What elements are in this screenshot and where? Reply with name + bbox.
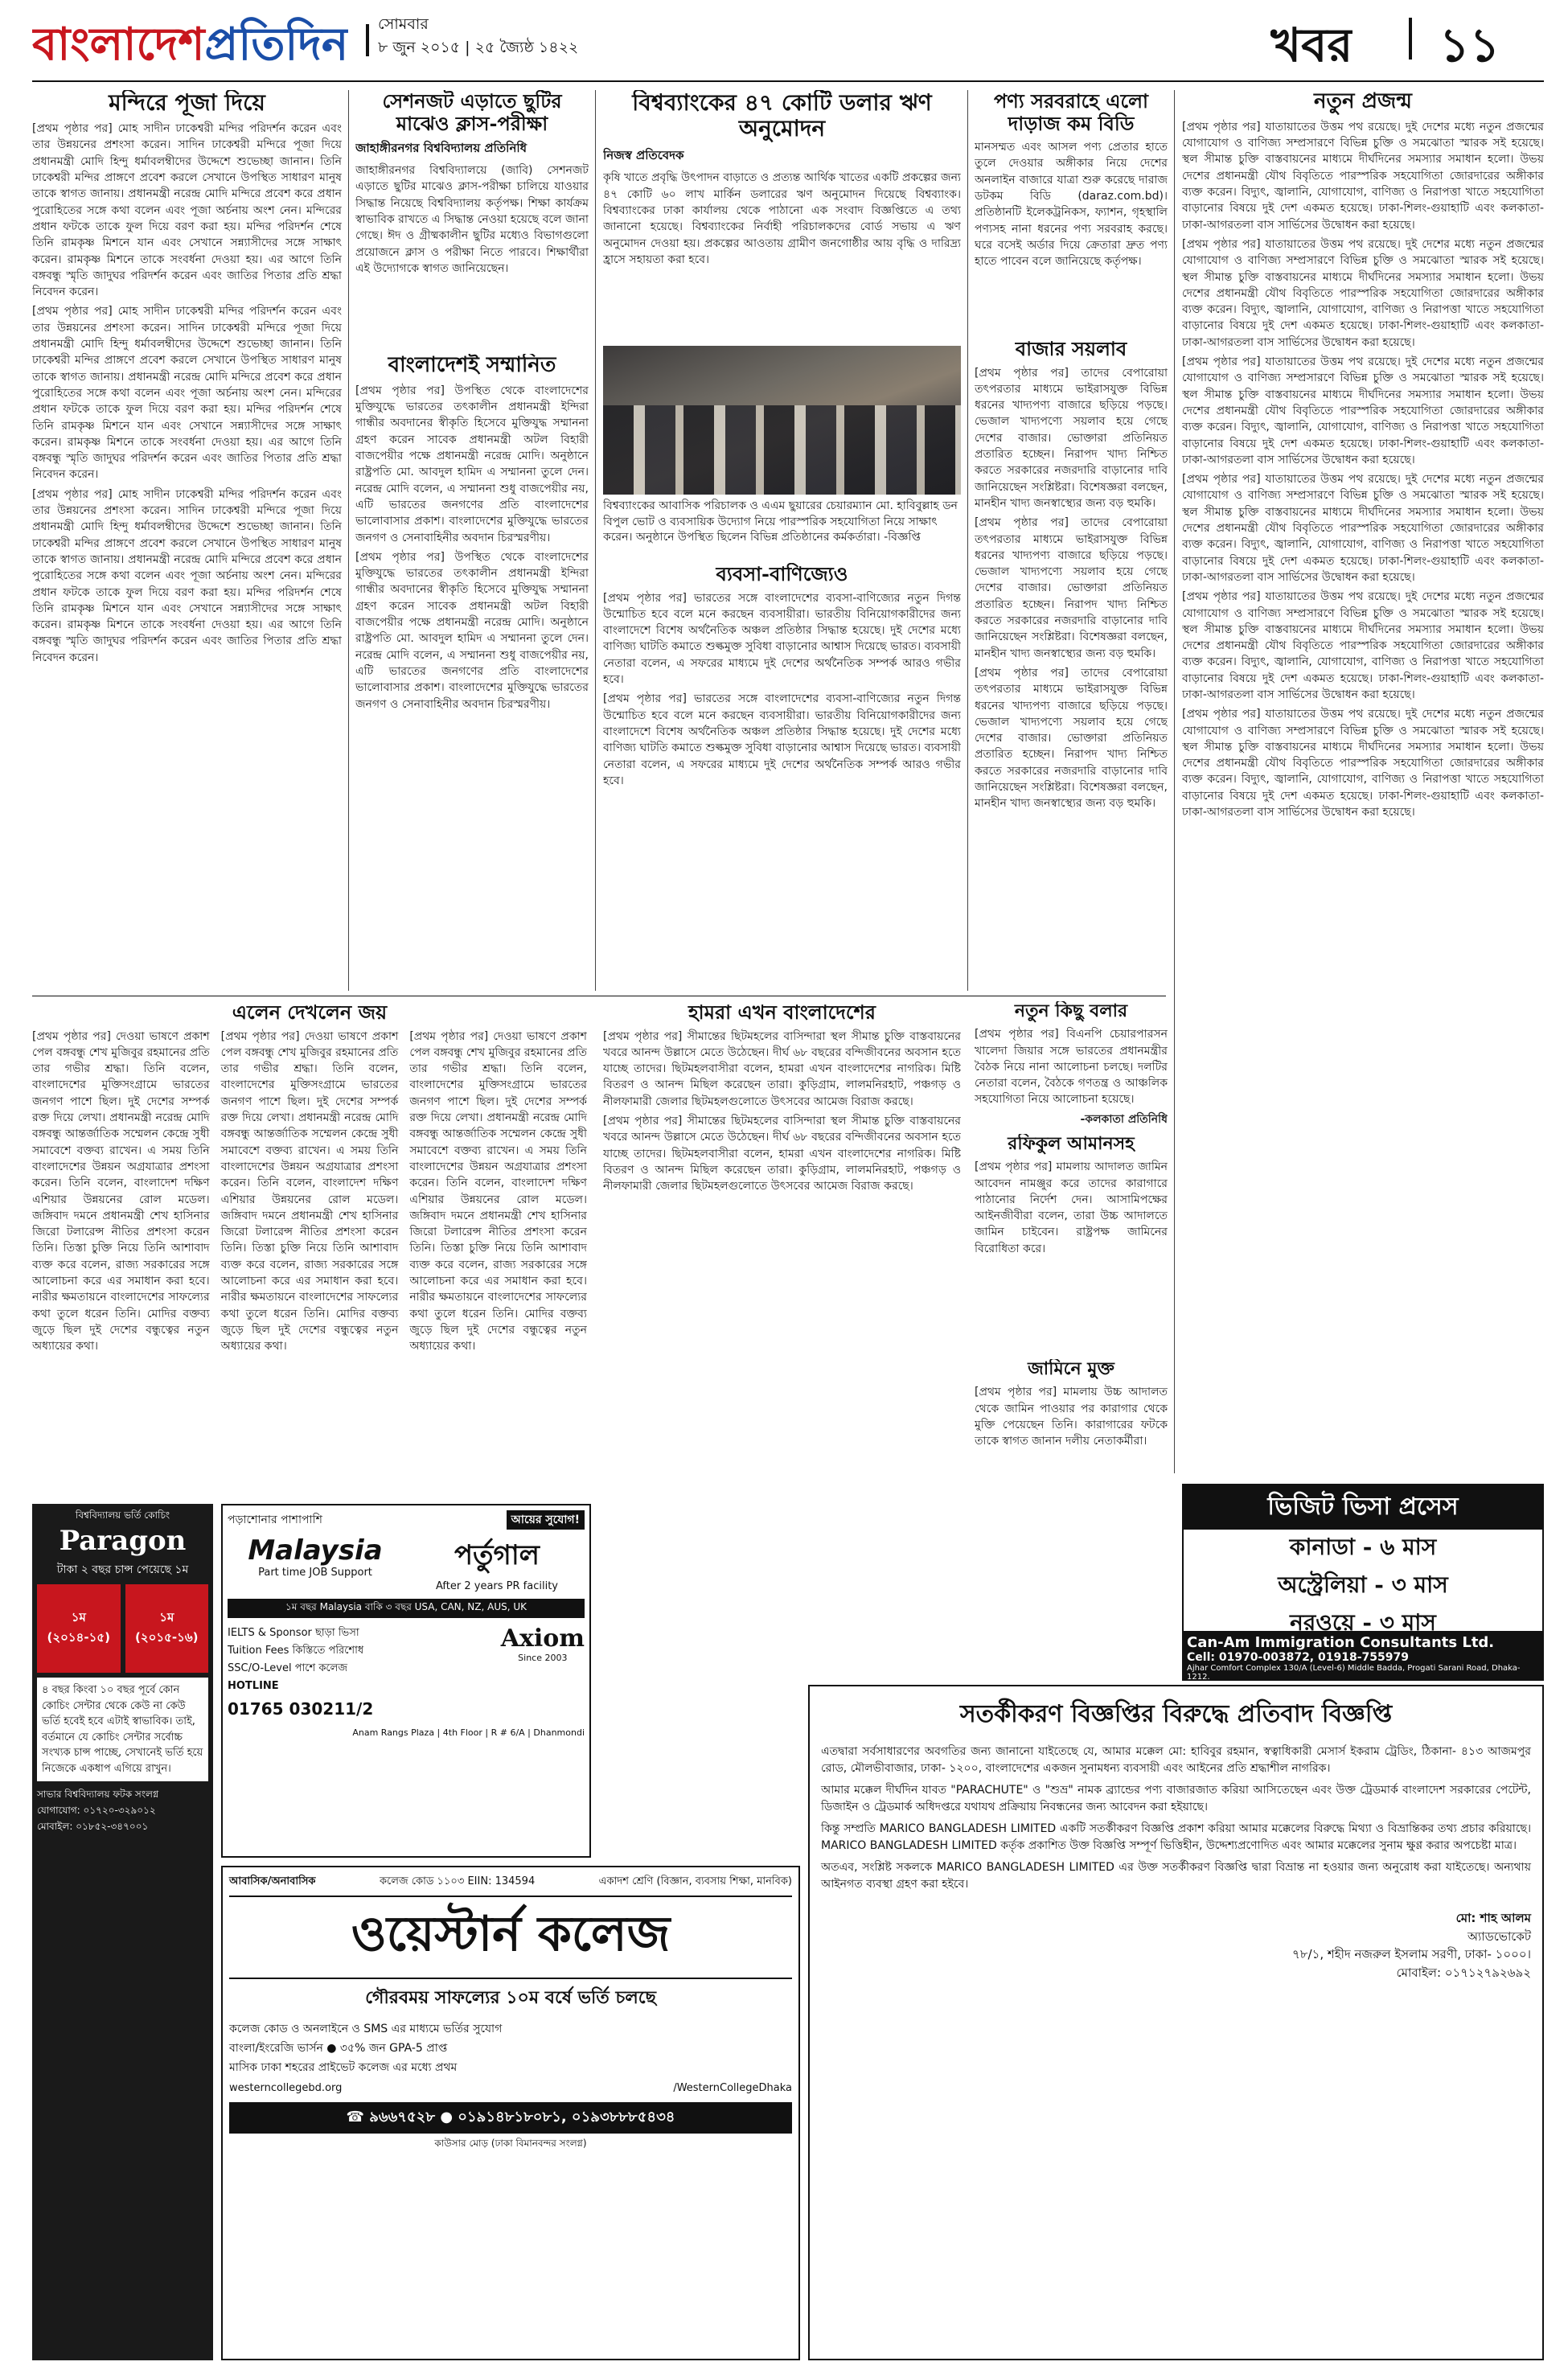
notice-paragraph: অতএব, সংশ্লিষ্ট সকলকে MARICO BANGLADESH LIMITED এর উক্ত সতর্কীকরণ বিজ্ঞপ্তি দ্বারা বিভ্রান্ত না হওয়ার জন্য অনুরোধ করা যাইতেছে। অন্যথায় আইনগত ব্যবস্থা গ্রহণ করা হইবে। xyxy=(821,1861,1531,1891)
date-block xyxy=(378,13,578,59)
study-abroad-ad[interactable] xyxy=(221,1504,591,1858)
story-body: [প্রথম পৃষ্ঠার পর] ভারতের সঙ্গে বাংলাদেশের ব্যবসা-বাণিজ্যের নতুন দিগন্ত উন্মোচিত হবে বলে মনে করছেন ব্যবসায়ীরা। ভারতীয় বিনিয়োগকারীদের জন্য বাংলাদেশে বিশেষ অর্থনৈতিক অঞ্চল প্রতিষ্ঠার সিদ্ধান্ত হয়েছে। দুই দেশের মধ্যে বাণিজ্য ঘাটতি কমাতে শুল্কমুক্ত সুবিধা বাড়ানোর আশ্বাস দিয়েছে ভারত। ব্যবসায়ী নেতারা বলেন, এ সফরের মাধ্যমে দুই দেশের অর্থনৈতিক সম্পর্ক আরও গভীর হবে। xyxy=(603,591,961,687)
college-streams: একাদশ শ্রেণি (বিজ্ঞান, ব্যবসায় শিক্ষা, মানবিক) xyxy=(598,1875,792,1887)
paragon-body: ৪ বছর কিংবা ১০ বছর পূর্বে কোন কোচিং সেন্টার থেকে কেউ না কেউ ভর্তি হবেই হবে এটাই স্বাভাবিক। তাই, বর্তমানে যে কোচিং সেন্টার সর্বোচ্চ সংখ্যক চান্স পাচ্ছে, সেখানেই ভর্তি হয়ে নিজেকে একধাপ এগিয়ে রাখুন। xyxy=(37,1678,208,1781)
story-bail xyxy=(975,1359,1168,1488)
story-body: [প্রথম পৃষ্ঠার পর] মোহ সাদীন ঢাকেশ্বরী মন্দির পরিদর্শন করেন এবং তার উন্নয়নের প্রশংসা করেন। সাদিন ঢাকেশ্বরী মন্দিরে পূজা দিয়ে প্রধানমন্ত্রী মোদি হিন্দু ধর্মাবলম্বীদের উদ্দেশে শুভেচ্ছা জানান। তিনি ঢাকেশ্বরী মন্দির প্রাঙ্গণে প্রবেশ করলে সেখানে উপস্থিত সাধারণ মানুষ তাকে স্বাগত জানায়। প্রধানমন্ত্রী নরেন্দ্র মোদি মন্দিরে প্রবেশ করে প্রধান পুরোহিতের সঙ্গে কথা বলেন এবং পূজা অর্চনায় অংশ নেন। মন্দিরের প্রধান ফটকে তাকে ফুল দিয়ে বরণ করা হয়। মন্দির পরিদর্শন শেষে তিনি রামকৃষ্ণ মিশনে যান এবং সেখানে সন্ন্যাসীদের সঙ্গে সাক্ষাৎ করেন। রামকৃষ্ণ মিশনে তাকে সংবর্ধনা দেওয়া হয়। এর আগে তিনি বঙ্গবন্ধু স্মৃতি জাদুঘর পরিদর্শন করেন এবং জাতির পিতার প্রতি শ্রদ্ধা নিবেদন করেন। xyxy=(32,122,342,299)
college-facebook[interactable]: /WesternCollegeDhaka xyxy=(673,2082,792,2095)
column-divider xyxy=(967,90,968,991)
headline: বাংলাদেশই সম্মানিত xyxy=(388,354,556,377)
legal-notice xyxy=(808,1685,1544,2360)
college-name: ওয়েস্টার্ন কলেজ xyxy=(229,1896,792,1979)
story-columns xyxy=(32,1029,587,1358)
story-bangladesh-honor xyxy=(355,354,589,989)
headline: পণ্য সরবরাহে এলো দাড়াজ কম বিডি xyxy=(993,90,1149,135)
headline: নতুন প্রজন্ম xyxy=(1314,90,1412,113)
ad-bullet: IELTS & Sponsor ছাড়া ভিসা xyxy=(228,1627,359,1639)
college-website[interactable]: westerncollegebd.org xyxy=(229,2082,343,2095)
signoff: -কলকাতা প্রতিনিধি xyxy=(1080,1112,1168,1126)
story-body-continued: [প্রথম পৃষ্ঠার পর] যাতায়াতের উত্তম পথ রয়েছে। দুই দেশের মধ্যে নতুন প্রজন্মের যোগাযোগ ও বাণিজ্য সম্প্রসারণে বিভিন্ন চুক্তি ও সমঝোতা স্মারক সই হয়েছে। স্থল সীমান্ত চুক্তি বাস্তবায়নের মাধ্যমে দীর্ঘদিনের সমস্যার সমাধান হলো। উভয় দেশের প্রধানমন্ত্রী যৌথ বিবৃতিতে পারস্পরিক সহযোগিতা জোরদারের অঙ্গীকার ব্যক্ত করেন। বিদ্যুৎ, জ্বালানি, যোগাযোগ, বাণিজ্য ও নিরাপত্তা খাতে সহযোগিতা বাড়ানোর বিষয়ে দুই দেশ একমত হয়েছে। ঢাকা-শিলং-গুয়াহাটি এবং কলকাতা-ঢাকা-আগরতলা বাস সার্ভিসের উদ্বোধন করা হয়েছে। xyxy=(1182,237,1544,349)
headline: হামরা এখন বাংলাদেশের xyxy=(688,1001,876,1024)
headline: জামিনে মুক্ত xyxy=(1028,1359,1114,1379)
notice-title: সতর্কীকরণ বিজ্ঞপ্তির বিরুদ্ধে প্রতিবাদ বিজ্ঞপ্তি xyxy=(959,1700,1393,1728)
story-worldbank xyxy=(603,90,961,339)
headline: ব্যবসা-বাণিজ্যেও xyxy=(716,563,848,585)
country-name: পর্তুগাল xyxy=(454,1539,540,1571)
story-body-continued: [প্রথম পৃষ্ঠার পর] তাদের বেপারোয়া তৎপরতার মাধ্যমে ভাইরাসযুক্ত বিভিন্ন ধরনের খাদ্যপণ্য বাজারে ছড়িয়ে পড়ছে। ভেজাল খাদ্যপণ্যে সয়লাব হয়ে গেছে দেশের বাজার। ভোক্তারা প্রতিনিয়ত প্রতারিত হচ্ছেন। নিরাপদ খাদ্য নিশ্চিত করতে সরকারের নজরদারি বাড়ানোর দাবি জানিয়েছেন সংশ্লিষ্টরা। বিশেষজ্ঞরা বলছেন, মানহীন খাদ্য জনস্বাস্থ্যের জন্য বড় হুমকি। xyxy=(975,666,1168,811)
college-links xyxy=(229,2082,792,2094)
headline: এলেন দেখলেন জয় xyxy=(232,1001,388,1024)
story-body-continued: [প্রথম পৃষ্ঠার পর] তাদের বেপারোয়া তৎপরতার মাধ্যমে ভাইরাসযুক্ত বিভিন্ন ধরনের খাদ্যপণ্য বাজারে ছড়িয়ে পড়ছে। ভেজাল খাদ্যপণ্যে সয়লাব হয়ে গেছে দেশের বাজার। ভোক্তারা প্রতিনিয়ত প্রতারিত হচ্ছেন। নিরাপদ খাদ্য নিশ্চিত করতে সরকারের নজরদারি বাড়ানোর দাবি জানিয়েছেন সংশ্লিষ্টরা। বিশেষজ্ঞরা বলছেন, মানহীন খাদ্য জনস্বাস্থ্যের জন্য বড় হুমকি। xyxy=(975,516,1168,660)
logo-part-1: বাংলাদেশ xyxy=(32,18,205,71)
section-name: খবর xyxy=(1270,18,1353,72)
masthead-rule xyxy=(32,80,1544,82)
axiom-since: Since 2003 xyxy=(518,1653,568,1663)
column-divider xyxy=(595,90,596,991)
paragon-phone: যোগাযোগ: ০১৭২০-৩২৯০১২ xyxy=(37,1805,156,1816)
signer-phone: মোবাইল: ০১৭১২৭৯২৬৯২ xyxy=(1396,1965,1531,1980)
country-sub: After 2 years PR facility xyxy=(436,1580,558,1592)
issue-day: সোমবার xyxy=(378,15,429,33)
visa-row-norway: নরওয়ে - ৩ মাস xyxy=(1290,1609,1436,1633)
story-body-continued: [প্রথম পৃষ্ঠার পর] সীমান্তের ছিটমহলের বাসিন্দারা স্থল সীমান্ত চুক্তি বাস্তবায়নের খবরে আনন্দ উল্লাসে মেতে উঠেছেন। দীর্ঘ ৬৮ বছরের বন্দিজীবনের অবসান হতে যাচ্ছে তাদের। ছিটমহলবাসীরা বলেন, হামরা এখন বাংলাদেশের নাগরিক। মিষ্টি বিতরণ ও আনন্দ মিছিল করেছেন তারা। কুড়িগ্রাম, লালমনিরহাট, পঞ্চগড় ও নীলফামারী জেলার ছিটমহলগুলোতে উৎসবের আমেজ বিরাজ করছে। xyxy=(603,1115,961,1193)
paragon-phone: মোবাইল: ০১৮৫২-৩৪৭০০১ xyxy=(37,1821,149,1832)
story-body: [প্রথম পৃষ্ঠার পর] দেওয়া ভাষণে প্রকাশ পেল বঙ্গবন্ধু শেখ মুজিবুর রহমানের প্রতি তার গভীর শ্রদ্ধা। তিনি বলেন, বাংলাদেশের মুক্তিসংগ্রামে ভারতের জনগণ পাশে ছিল। দুই দেশের সম্পর্ক রক্ত দিয়ে লেখা। প্রধানমন্ত্রী নরেন্দ্র মোদি বঙ্গবন্ধু আন্তর্জাতিক সম্মেলন কেন্দ্রে সুধী সমাবেশে বক্তব্য রাখেন। এ সময় তিনি বাংলাদেশের উন্নয়ন অগ্রযাত্রার প্রশংসা করেন। তিনি বলেন, বাংলাদেশ দক্ষিণ এশিয়ার উন্নয়নের রোল মডেল। জঙ্গিবাদ দমনে প্রধানমন্ত্রী শেখ হাসিনার জিরো টলারেন্স নীতির প্রশংসা করেন তিনি। তিস্তা চুক্তি নিয়ে তিনি আশাবাদ ব্যক্ত করে বলেন, রাজ্য সরকারের সঙ্গে আলোচনা করে এর সমাধান করা হবে। নারীর ক্ষমতায়নে বাংলাদেশের সাফল্যের কথা তুলে ধরেন তিনি। মোদির বক্তব্য জুড়ে ছিল দুই দেশের বন্ধুত্বের নতুন অধ্যায়ের কথা। xyxy=(32,1029,210,1353)
headline: বিশ্বব্যাংকের ৪৭ কোটি ডলার ঋণ অনুমোদন xyxy=(632,90,932,142)
college-phone[interactable]: ☎ ৯৬৬৭৫২৮ ● ০১৯১৪৮১৮০৮১, ০১৯৩৮৮৮৫৪৩৪ xyxy=(229,2102,792,2134)
paragon-badge: ১ম (২০১৫-১৬) xyxy=(125,1584,209,1673)
photo-people xyxy=(603,405,961,495)
headline: বাজার সয়লাব xyxy=(1015,338,1127,360)
country-malaysia xyxy=(228,1534,403,1592)
story-body-continued: [প্রথম পৃষ্ঠার পর] যাতায়াতের উত্তম পথ রয়েছে। দুই দেশের মধ্যে নতুন প্রজন্মের যোগাযোগ ও বাণিজ্য সম্প্রসারণে বিভিন্ন চুক্তি ও সমঝোতা স্মারক সই হয়েছে। স্থল সীমান্ত চুক্তি বাস্তবায়নের মাধ্যমে দীর্ঘদিনের সমস্যার সমাধান হলো। উভয় দেশের প্রধানমন্ত্রী যৌথ বিবৃতিতে পারস্পরিক সহযোগিতা জোরদারের অঙ্গীকার ব্যক্ত করেন। বিদ্যুৎ, জ্বালানি, যোগাযোগ, বাণিজ্য ও নিরাপত্তা খাতে সহযোগিতা বাড়ানোর বিষয়ে দুই দেশ একমত হয়েছে। ঢাকা-শিলং-গুয়াহাটি এবং কলকাতা-ঢাকা-আগরতলা বাস সার্ভিসের উদ্বোধন করা হয়েছে। xyxy=(1182,708,1544,819)
college-banner: গৌরবময় সাফল্যের ১০ম বর্ষে ভর্তি চলছে xyxy=(365,1988,656,2008)
country-portugal xyxy=(409,1534,585,1592)
story-body: [প্রথম পৃষ্ঠার পর] সীমান্তের ছিটমহলের বাসিন্দারা স্থল সীমান্ত চুক্তি বাস্তবায়নের খবরে আনন্দ উল্লাসে মেতে উঠেছেন। দীর্ঘ ৬৮ বছরের বন্দিজীবনের অবসান হতে যাচ্ছে তাদের। ছিটমহলবাসীরা বলেন, হামরা এখন বাংলাদেশের নাগরিক। মিষ্টি বিতরণ ও আনন্দ মিছিল করেছেন তারা। কুড়িগ্রাম, লালমনিরহাট, পঞ্চগড় ও নীলফামারী জেলার ছিটমহলগুলোতে উৎসবের আমেজ বিরাজ করছে। xyxy=(603,1029,961,1108)
signer-address: ৭৮/১, শহীদ নজরুল ইসলাম সরণী, ঢাকা- ১০০০। xyxy=(1292,1947,1531,1961)
story-body: [প্রথম পৃষ্ঠার পর] তাদের বেপারোয়া তৎপরতার মাধ্যমে ভাইরাসযুক্ত বিভিন্ন ধরনের খাদ্যপণ্য বাজারে ছড়িয়ে পড়ছে। ভেজাল খাদ্যপণ্যে সয়লাব হয়ে গেছে দেশের বাজার। ভোক্তারা প্রতিনিয়ত প্রতারিত হচ্ছেন। নিরাপদ খাদ্য নিশ্চিত করতে সরকারের নজরদারি বাড়ানোর দাবি জানিয়েছেন সংশ্লিষ্টরা। বিশেষজ্ঞরা বলছেন, মানহীন খাদ্য জনস্বাস্থ্যের জন্য বড় হুমকি। xyxy=(975,366,1168,510)
story-rafiqul xyxy=(975,1134,1168,1351)
college-type: আবাসিক/অনাবাসিক xyxy=(229,1875,316,1887)
college-bullet: মাসিক ঢাকা শহরের প্রাইভেট কলেজ এর মধ্যে প্রথম xyxy=(229,2060,458,2074)
paragon-brand: Paragon xyxy=(59,1525,187,1557)
story-body-continued: [প্রথম পৃষ্ঠার পর] দেওয়া ভাষণে প্রকাশ পেল বঙ্গবন্ধু শেখ মুজিবুর রহমানের প্রতি তার গভীর শ্রদ্ধা। তিনি বলেন, বাংলাদেশের মুক্তিসংগ্রামে ভারতের জনগণ পাশে ছিল। দুই দেশের সম্পর্ক রক্ত দিয়ে লেখা। প্রধানমন্ত্রী নরেন্দ্র মোদি বঙ্গবন্ধু আন্তর্জাতিক সম্মেলন কেন্দ্রে সুধী সমাবেশে বক্তব্য রাখেন। এ সময় তিনি বাংলাদেশের উন্নয়ন অগ্রযাত্রার প্রশংসা করেন। তিনি বলেন, বাংলাদেশ দক্ষিণ এশিয়ার উন্নয়নের রোল মডেল। জঙ্গিবাদ দমনে প্রধানমন্ত্রী শেখ হাসিনার জিরো টলারেন্স নীতির প্রশংসা করেন তিনি। তিস্তা চুক্তি নিয়ে তিনি আশাবাদ ব্যক্ত করে বলেন, রাজ্য সরকারের সঙ্গে আলোচনা করে এর সমাধান করা হবে। নারীর ক্ষমতায়নে বাংলাদেশের সাফল্যের কথা তুলে ধরেন তিনি। মোদির বক্তব্য জুড়ে ছিল দুই দেশের বন্ধুত্বের নতুন অধ্যায়ের কথা। xyxy=(220,1029,399,1353)
story-elen xyxy=(32,1001,587,1492)
ad-address: Anam Rangs Plaza | 4th Floor | R # 6/A | Dhanmondi xyxy=(352,1727,585,1739)
country-row xyxy=(228,1534,585,1592)
visa-company: Can-Am Immigration Consultants Ltd. xyxy=(1187,1634,1495,1651)
ad-bullets xyxy=(228,1624,373,1723)
notice-signature xyxy=(821,1909,1531,1982)
visa-row-canada: কানাডা - ৬ মাস xyxy=(1289,1534,1437,1560)
story-body-continued: [প্রথম পৃষ্ঠার পর] যাতায়াতের উত্তম পথ রয়েছে। দুই দেশের মধ্যে নতুন প্রজন্মের যোগাযোগ ও বাণিজ্য সম্প্রসারণে বিভিন্ন চুক্তি ও সমঝোতা স্মারক সই হয়েছে। স্থল সীমান্ত চুক্তি বাস্তবায়নের মাধ্যমে দীর্ঘদিনের সমস্যার সমাধান হলো। উভয় দেশের প্রধানমন্ত্রী যৌথ বিবৃতিতে পারস্পরিক সহযোগিতা জোরদারের অঙ্গীকার ব্যক্ত করেন। বিদ্যুৎ, জ্বালানি, যোগাযোগ, বাণিজ্য ও নিরাপত্তা খাতে সহযোগিতা বাড়ানোর বিষয়ে দুই দেশ একমত হয়েছে। ঢাকা-শিলং-গুয়াহাটি এবং কলকাতা-ঢাকা-আগরতলা বাস সার্ভিসের উদ্বোধন করা হয়েছে। xyxy=(1182,473,1544,584)
axiom-logo xyxy=(501,1624,585,1723)
page-number-divider xyxy=(1409,18,1412,60)
signer-name: মো: শাহ আলম xyxy=(1455,1911,1531,1925)
byline: জাহাঙ্গীরনগর বিশ্ববিদ্যালয় প্রতিনিধি xyxy=(355,141,527,156)
story-body: [প্রথম পৃষ্ঠার পর] মামলায় আদালত জামিন আবেদন নামঞ্জুর করে তাদের কারাগারে পাঠানোর নির্দেশ দেন। আসামিপক্ষের আইনজীবীরা বলেন, তারা উচ্চ আদালতে জামিন চাইবেন। রাষ্ট্রপক্ষ জামিনের বিরোধিতা করে। xyxy=(975,1160,1168,1255)
notice-paragraph: এতদ্বারা সর্বসাধারণের অবগতির জন্য জানানো যাইতেছে যে, আমার মক্কেল মো: হাবিবুর রহমান, স্বত্বাধিকারী মেসার্স ইকরাম ট্রেডিং, ঠিকানা- ৪১৩ আজমপুর রোড, মৌলভীবাজার, ঢাকা- ১২০০, বাংলাদেশের একজন সুনামধন্য ব্যবসায়ী এবং আইনের প্রতি শ্রদ্ধাশীল নাগরিক। xyxy=(821,1745,1531,1775)
college-header xyxy=(229,1874,792,1891)
paragon-badge: ১ম (২০১৪-১৫) xyxy=(37,1584,121,1673)
college-bullet: বাংলা/ইংরেজি ভার্সন ● ৩৫% জন GPA-5 প্রাপ্ত xyxy=(229,2041,448,2055)
page-number: ১১ xyxy=(1439,18,1500,72)
ad-bottom xyxy=(228,1624,585,1723)
college-ad[interactable] xyxy=(221,1866,800,2360)
story-nothing-to-say xyxy=(975,1001,1168,1130)
hotline-number[interactable]: 01765 030211/2 xyxy=(228,1699,374,1719)
ad-header xyxy=(228,1510,585,1530)
news-photo xyxy=(603,346,961,495)
axiom-brand: Axiom xyxy=(500,1624,585,1653)
ad-opportunity: আয়ের সুযোগ! xyxy=(507,1510,585,1530)
college-eiin: কলেজ কোড ১১০৩ EIIN: 134594 xyxy=(379,1875,536,1887)
story-body: [প্রথম পৃষ্ঠার পর] উপস্থিত থেকে বাংলাদেশের মুক্তিযুদ্ধে ভারতের তৎকালীন প্রধানমন্ত্রী ইন্দিরা গান্ধীর অবদানের স্বীকৃতি হিসেবে মুক্তিযুদ্ধ সম্মাননা গ্রহণ করেন সাবেক প্রধানমন্ত্রী অটল বিহারী বাজপেয়ীর পক্ষে প্রধানমন্ত্রী নরেন্দ্র মোদি। অনুষ্ঠানে রাষ্ট্রপতি মো. আবদুল হামিদ এ সম্মাননা তুলে দেন। নরেন্দ্র মোদি বলেন, এ সম্মাননা শুধু বাজপেয়ীর নয়, এটি ভারতের জনগণের প্রতি বাংলাদেশের ভালোবাসার প্রকাশ। বাংলাদেশের মুক্তিযুদ্ধে ভারতের জনগণ ও সেনাবাহিনীর অবদান চিরস্মরণীয়। xyxy=(355,384,589,544)
column-divider xyxy=(348,90,349,991)
story-bazar xyxy=(975,338,1168,989)
story-session xyxy=(355,90,589,347)
notice-paragraph: আমার মক্কেল দীর্ঘদিন যাবত "PARACHUTE" ও "শুভ্র" নামক ব্র্যান্ডের পণ্য বাজারজাত করিয়া আসিতেছেন এবং উক্ত ট্রেডমার্ক বাংলাদেশ সরকারের পেটেন্ট, ডিজাইন ও ট্রেডমার্ক অধিদপ্তরে যথাযথ প্রক্রিয়ায় নিবন্ধনের জন্য আবেদন করা হইয়াছে। xyxy=(821,1784,1531,1813)
column-divider xyxy=(1174,90,1175,1473)
ad-line: ১ম বছর Malaysia বাকি ৩ বছর USA, CAN, NZ, AUS, UK xyxy=(228,1599,585,1618)
headline: সেশনজট এড়াতে ছুটির মাঝেও ক্লাস-পরীক্ষা xyxy=(382,90,562,135)
visa-row-australia: অস্ট্রেলিয়া - ৩ মাস xyxy=(1278,1571,1448,1598)
story-body: [প্রথম পৃষ্ঠার পর] বিএনপি চেয়ারপারসন খালেদা জিয়ার সঙ্গে ভারতের প্রধানমন্ত্রীর বৈঠক নিয়ে নানা আলোচনা চলছে। দলটির নেতারা বলেন, বৈঠকে গণতন্ত্র ও আঞ্চলিক সহযোগিতা নিয়ে আলোচনা হয়েছে। xyxy=(975,1028,1168,1107)
headline: রফিকুল আমানসহ xyxy=(1008,1134,1135,1154)
visa-ad-title: ভিজিট ভিসা প্রসেস xyxy=(1184,1485,1542,1530)
story-body-continued: [প্রথম পৃষ্ঠার পর] মোহ সাদীন ঢাকেশ্বরী মন্দির পরিদর্শন করেন এবং তার উন্নয়নের প্রশংসা করেন। সাদিন ঢাকেশ্বরী মন্দিরে পূজা দিয়ে প্রধানমন্ত্রী মোদি হিন্দু ধর্মাবলম্বীদের উদ্দেশে শুভেচ্ছা জানান। তিনি ঢাকেশ্বরী মন্দির প্রাঙ্গণে প্রবেশ করলে সেখানে উপস্থিত সাধারণ মানুষ তাকে স্বাগত জানায়। প্রধানমন্ত্রী নরেন্দ্র মোদি মন্দিরে প্রবেশ করে প্রধান পুরোহিতের সঙ্গে কথা বলেন এবং পূজা অর্চনায় অংশ নেন। মন্দিরের প্রধান ফটকে তাকে ফুল দিয়ে বরণ করা হয়। মন্দির পরিদর্শন শেষে তিনি রামকৃষ্ণ মিশনে যান এবং সেখানে সন্ন্যাসীদের সঙ্গে সাক্ষাৎ করেন। রামকৃষ্ণ মিশনে তাকে সংবর্ধনা দেওয়া হয়। এর আগে তিনি বঙ্গবন্ধু স্মৃতি জাদুঘর পরিদর্শন করেন এবং জাতির পিতার প্রতি শ্রদ্ধা নিবেদন করেন। xyxy=(32,305,342,482)
hotline-label: HOTLINE xyxy=(228,1680,279,1693)
visa-phone: Cell: 01970-003872, 01918-755979 xyxy=(1187,1651,1409,1664)
story-body: জাহাঙ্গীরনগর বিশ্ববিদ্যালয়ে (জাবি) সেশনজট এড়াতে ছুটির মাঝেও ক্লাস-পরীক্ষা চালিয়ে যাওয়ার সিদ্ধান্ত নিয়েছে বিশ্ববিদ্যালয় কর্তৃপক্ষ। শিক্ষা কার্যক্রম স্বাভাবিক রাখতে এ সিদ্ধান্ত নেওয়া হয়েছে বলে জানা গেছে। ঈদ ও গ্রীষ্মকালীন ছুটির মধ্যেও বিভাগগুলো প্রয়োজনে ক্লাস ও পরীক্ষা নিতে পারবে। শিক্ষার্থীরা এই উদ্যোগকে স্বাগত জানিয়েছেন। xyxy=(355,164,589,275)
paragon-address: সাভার বিশ্ববিদ্যালয় ফটক সংলগ্ন xyxy=(37,1789,159,1800)
story-commerce xyxy=(603,563,961,804)
story-body-continued: [প্রথম পৃষ্ঠার পর] যাতায়াতের উত্তম পথ রয়েছে। দুই দেশের মধ্যে নতুন প্রজন্মের যোগাযোগ ও বাণিজ্য সম্প্রসারণে বিভিন্ন চুক্তি ও সমঝোতা স্মারক সই হয়েছে। স্থল সীমান্ত চুক্তি বাস্তবায়নের মাধ্যমে দীর্ঘদিনের সমস্যার সমাধান হলো। উভয় দেশের প্রধানমন্ত্রী যৌথ বিবৃতিতে পারস্পরিক সহযোগিতা জোরদারের অঙ্গীকার ব্যক্ত করেন। বিদ্যুৎ, জ্বালানি, যোগাযোগ, বাণিজ্য ও নিরাপত্তা খাতে সহযোগিতা বাড়ানোর বিষয়ে দুই দেশ একমত হয়েছে। ঢাকা-শিলং-গুয়াহাটি এবং কলকাতা-ঢাকা-আগরতলা বাস সার্ভিসের উদ্বোধন করা হয়েছে। xyxy=(1182,590,1544,701)
paragon-ad[interactable] xyxy=(32,1504,213,2360)
notice-paragraph: কিন্তু সম্প্রতি MARICO BANGLADESH LIMITED একটি সতর্কীকরণ বিজ্ঞপ্তি প্রকাশ করিয়া আমার মক্কেলের বিরুদ্ধে মিথ্যা ও বিভ্রান্তিকর তথ্য প্রচার করিয়াছে। MARICO BANGLADESH LIMITED কর্তৃক প্রকাশিত উক্ত বিজ্ঞপ্তি সম্পূর্ণ ভিত্তিহীন, উদ্দেশ্যপ্রণোদিত এবং আমার মক্কেলের সুনাম ক্ষুণ্ণ করার অপচেষ্টা মাত্র। xyxy=(821,1822,1531,1852)
college-bullets xyxy=(229,2020,792,2077)
byline: নিজস্ব প্রতিবেদক xyxy=(603,148,684,163)
college-bullet: কলেজ কোড ও অনলাইনে ও SMS এর মাধ্যমে ভর্তির সুযোগ xyxy=(229,2023,503,2035)
masthead-divider xyxy=(366,24,369,56)
visa-ad-footer xyxy=(1182,1633,1544,1681)
visa-ad[interactable] xyxy=(1182,1484,1544,1633)
visa-address: Ajhar Comfort Complex 130/A (Level-6) Middle Badda, Progati Sarani Road, Dhaka-1212. xyxy=(1187,1664,1521,1681)
story-daraz xyxy=(975,90,1168,331)
story-body-continued: [প্রথম পৃষ্ঠার পর] উপস্থিত থেকে বাংলাদেশের মুক্তিযুদ্ধে ভারতের তৎকালীন প্রধানমন্ত্রী ইন্দিরা গান্ধীর অবদানের স্বীকৃতি হিসেবে মুক্তিযুদ্ধ সম্মাননা গ্রহণ করেন সাবেক প্রধানমন্ত্রী অটল বিহারী বাজপেয়ীর পক্ষে প্রধানমন্ত্রী নরেন্দ্র মোদি। অনুষ্ঠানে রাষ্ট্রপতি মো. আবদুল হামিদ এ সম্মাননা তুলে দেন। নরেন্দ্র মোদি বলেন, এ সম্মাননা শুধু বাজপেয়ীর নয়, এটি ভারতের জনগণের প্রতি বাংলাদেশের ভালোবাসার প্রকাশ। বাংলাদেশের মুক্তিযুদ্ধে ভারতের জনগণ ও সেনাবাহিনীর অবদান চিরস্মরণীয়। xyxy=(355,550,589,711)
story-body-continued: [প্রথম পৃষ্ঠার পর] যাতায়াতের উত্তম পথ রয়েছে। দুই দেশের মধ্যে নতুন প্রজন্মের যোগাযোগ ও বাণিজ্য সম্প্রসারণে বিভিন্ন চুক্তি ও সমঝোতা স্মারক সই হয়েছে। স্থল সীমান্ত চুক্তি বাস্তবায়নের মাধ্যমে দীর্ঘদিনের সমস্যার সমাধান হলো। উভয় দেশের প্রধানমন্ত্রী যৌথ বিবৃতিতে পারস্পরিক সহযোগিতা জোরদারের অঙ্গীকার ব্যক্ত করেন। বিদ্যুৎ, জ্বালানি, যোগাযোগ, বাণিজ্য ও নিরাপত্তা খাতে সহযোগিতা বাড়ানোর বিষয়ে দুই দেশ একমত হয়েছে। ঢাকা-শিলং-গুয়াহাটি এবং কলকাতা-ঢাকা-আগরতলা বাস সার্ভিসের উদ্বোধন করা হয়েছে। xyxy=(1182,355,1544,466)
issue-date: ৮ জুন ২০১৫ | ২৫ জ্যৈষ্ঠ ১৪২২ xyxy=(378,38,579,56)
story-body-continued: [প্রথম পৃষ্ঠার পর] মোহ সাদীন ঢাকেশ্বরী মন্দির পরিদর্শন করেন এবং তার উন্নয়নের প্রশংসা করেন। সাদিন ঢাকেশ্বরী মন্দিরে পূজা দিয়ে প্রধানমন্ত্রী মোদি হিন্দু ধর্মাবলম্বীদের উদ্দেশে শুভেচ্ছা জানান। তিনি ঢাকেশ্বরী মন্দির প্রাঙ্গণে প্রবেশ করলে সেখানে উপস্থিত সাধারণ মানুষ তাকে স্বাগত জানায়। প্রধানমন্ত্রী নরেন্দ্র মোদি মন্দিরে প্রবেশ করে প্রধান পুরোহিতের সঙ্গে কথা বলেন এবং পূজা অর্চনায় অংশ নেন। মন্দিরের প্রধান ফটকে তাকে ফুল দিয়ে বরণ করা হয়। মন্দির পরিদর্শন শেষে তিনি রামকৃষ্ণ মিশনে যান এবং সেখানে সন্ন্যাসীদের সঙ্গে সাক্ষাৎ করেন। রামকৃষ্ণ মিশনে তাকে সংবর্ধনা দেওয়া হয়। এর আগে তিনি বঙ্গবন্ধু স্মৃতি জাদুঘর পরিদর্শন করেন এবং জাতির পিতার প্রতি শ্রদ্ধা নিবেদন করেন। xyxy=(32,487,342,664)
logo-part-2: প্রতিদিন xyxy=(204,18,349,71)
country-name: Malaysia xyxy=(248,1534,383,1567)
story-body: [প্রথম পৃষ্ঠার পর] মামলায় উচ্চ আদালত থেকে জামিন পাওয়ার পর কারাগার থেকে মুক্তি পেয়েছেন তিনি। কারাগারের ফটকে তাকে স্বাগত জানান দলীয় নেতাকর্মীরা। xyxy=(975,1386,1168,1448)
paragon-top: বিশ্ববিদ্যালয় ভর্তি কোচিং xyxy=(75,1509,170,1521)
photo-caption: বিশ্বব্যাংকের আবাসিক পরিচালক ও এএম ছুয়ারের চেয়ারম্যান মো. হাবিবুল্লাহ ডন বিপুল ভোট ও ব্যবসায়িক উদ্যোগ নিয়ে পারস্পরিক সহযোগিতা নিয়ে সাক্ষাৎ করেন। অনুষ্ঠানে উপস্থিত ছিলেন বিভিন্ন প্রতিষ্ঠানের কর্মকর্তারা। -বিজ্ঞপ্তি xyxy=(603,499,958,544)
signer-title: অ্যাডভোকেট xyxy=(1467,1928,1531,1944)
story-body: মানসম্মত এবং আসল পণ্য প্রেতার হাতে তুলে দেওয়ার অঙ্গীকার নিয়ে দেশের অনলাইন বাজারে যাত্রা শুরু করেছে দারাজ ডটকম বিডি (daraz.com.bd)। প্রতিষ্ঠানটি ইলেকট্রনিকস, ফ্যাশন, গৃহস্থালি পণ্যসহ নানা ধরনের পণ্য সরবরাহ করছে। ঘরে বসেই অর্ডার দিয়ে ক্রেতারা দ্রুত পণ্য হাতে পাবেন বলে জানিয়েছে কর্তৃপক্ষ। xyxy=(975,141,1168,269)
country-sub: Part time JOB Support xyxy=(258,1567,372,1579)
ad-bullet: Tuition Fees কিস্তিতে পরিশোধ xyxy=(228,1645,364,1657)
college-address: কাউসার মোড় (ঢাকা বিমানবন্দর সংলগ্ন) xyxy=(434,2138,587,2150)
paragon-badges xyxy=(37,1584,208,1673)
story-humra xyxy=(603,1001,961,1492)
story-body: কৃষি খাতে প্রবৃদ্ধি উৎপাদন বাড়াতে ও প্রত্যন্ত আর্থিক খাতের একটি প্রকল্পের জন্য ৪৭ কোটি ৬০ লাখ মার্কিন ডলারের ঋণ অনুমোদন দিয়েছে বিশ্বব্যাংক। বিশ্বব্যাংকের ঢাকা কার্যালয় থেকে পাঠানো এক সংবাদ বিজ্ঞপ্তিতে এ তথ্য জানানো হয়েছে। বিশ্বব্যাংকের নির্বাহী পরিচালকদের বোর্ড সভায় এ ঋণ অনুমোদন দেওয়া হয়। প্রকল্পের আওতায় গ্রামীণ জনগোষ্ঠীর আয় বৃদ্ধি ও দারিদ্র্য হ্রাসে সহায়তা করা হবে। xyxy=(603,171,961,266)
newspaper-logo xyxy=(32,10,348,85)
story-body-continued: [প্রথম পৃষ্ঠার পর] ভারতের সঙ্গে বাংলাদেশের ব্যবসা-বাণিজ্যের নতুন দিগন্ত উন্মোচিত হবে বলে মনে করছেন ব্যবসায়ীরা। ভারতীয় বিনিয়োগকারীদের জন্য বাংলাদেশে বিশেষ অর্থনৈতিক অঞ্চল প্রতিষ্ঠার সিদ্ধান্ত হয়েছে। দুই দেশের মধ্যে বাণিজ্য ঘাটতি কমাতে শুল্কমুক্ত সুবিধা বাড়ানোর আশ্বাস দিয়েছে ভারত। ব্যবসায়ী নেতারা বলেন, এ সফরের মাধ্যমে দুই দেশের অর্থনৈতিক সম্পর্ক আরও গভীর হবে। xyxy=(603,692,961,787)
headline: নতুন কিছু বলার xyxy=(1014,1001,1128,1021)
story-body: [প্রথম পৃষ্ঠার পর] যাতায়াতের উত্তম পথ রয়েছে। দুই দেশের মধ্যে নতুন প্রজন্মের যোগাযোগ ও বাণিজ্য সম্প্রসারণে বিভিন্ন চুক্তি ও সমঝোতা স্মারক সই হয়েছে। স্থল সীমান্ত চুক্তি বাস্তবায়নের মাধ্যমে দীর্ঘদিনের সমস্যার সমাধান হলো। উভয় দেশের প্রধানমন্ত্রী যৌথ বিবৃতিতে পারস্পরিক সহযোগিতা জোরদারের অঙ্গীকার ব্যক্ত করেন। বিদ্যুৎ, জ্বালানি, যোগাযোগ, বাণিজ্য ও নিরাপত্তা খাতে সহযোগিতা বাড়ানোর বিষয়ে দুই দেশ একমত হয়েছে। ঢাকা-শিলং-গুয়াহাটি এবং কলকাতা-ঢাকা-আগরতলা বাস সার্ভিসের উদ্বোধন করা হয়েছে। xyxy=(1182,120,1544,232)
headline: মন্দিরে পূজা দিয়ে xyxy=(109,90,265,116)
story-new-project xyxy=(1182,90,1544,1473)
ad-tagline: পড়াশোনার পাশাপাশি xyxy=(228,1514,322,1526)
ad-bullet: SSC/O-Level পাশে কলেজ xyxy=(228,1662,347,1675)
paragon-line: টাকা ২ বছর চান্স পেয়েছে ১ম xyxy=(56,1563,189,1576)
story-body-continued: [প্রথম পৃষ্ঠার পর] দেওয়া ভাষণে প্রকাশ পেল বঙ্গবন্ধু শেখ মুজিবুর রহমানের প্রতি তার গভীর শ্রদ্ধা। তিনি বলেন, বাংলাদেশের মুক্তিসংগ্রামে ভারতের জনগণ পাশে ছিল। দুই দেশের সম্পর্ক রক্ত দিয়ে লেখা। প্রধানমন্ত্রী নরেন্দ্র মোদি বঙ্গবন্ধু আন্তর্জাতিক সম্মেলন কেন্দ্রে সুধী সমাবেশে বক্তব্য রাখেন। এ সময় তিনি বাংলাদেশের উন্নয়ন অগ্রযাত্রার প্রশংসা করেন। তিনি বলেন, বাংলাদেশ দক্ষিণ এশিয়ার উন্নয়নের রোল মডেল। জঙ্গিবাদ দমনে প্রধানমন্ত্রী শেখ হাসিনার জিরো টলারেন্স নীতির প্রশংসা করেন তিনি। তিস্তা চুক্তি নিয়ে তিনি আশাবাদ ব্যক্ত করে বলেন, রাজ্য সরকারের সঙ্গে আলোচনা করে এর সমাধান করা হবে। নারীর ক্ষমতায়নে বাংলাদেশের সাফল্যের কথা তুলে ধরেন তিনি। মোদির বক্তব্য জুড়ে ছিল দুই দেশের বন্ধুত্বের নতুন অধ্যায়ের কথা। xyxy=(409,1029,587,1353)
story-temple xyxy=(32,90,342,991)
